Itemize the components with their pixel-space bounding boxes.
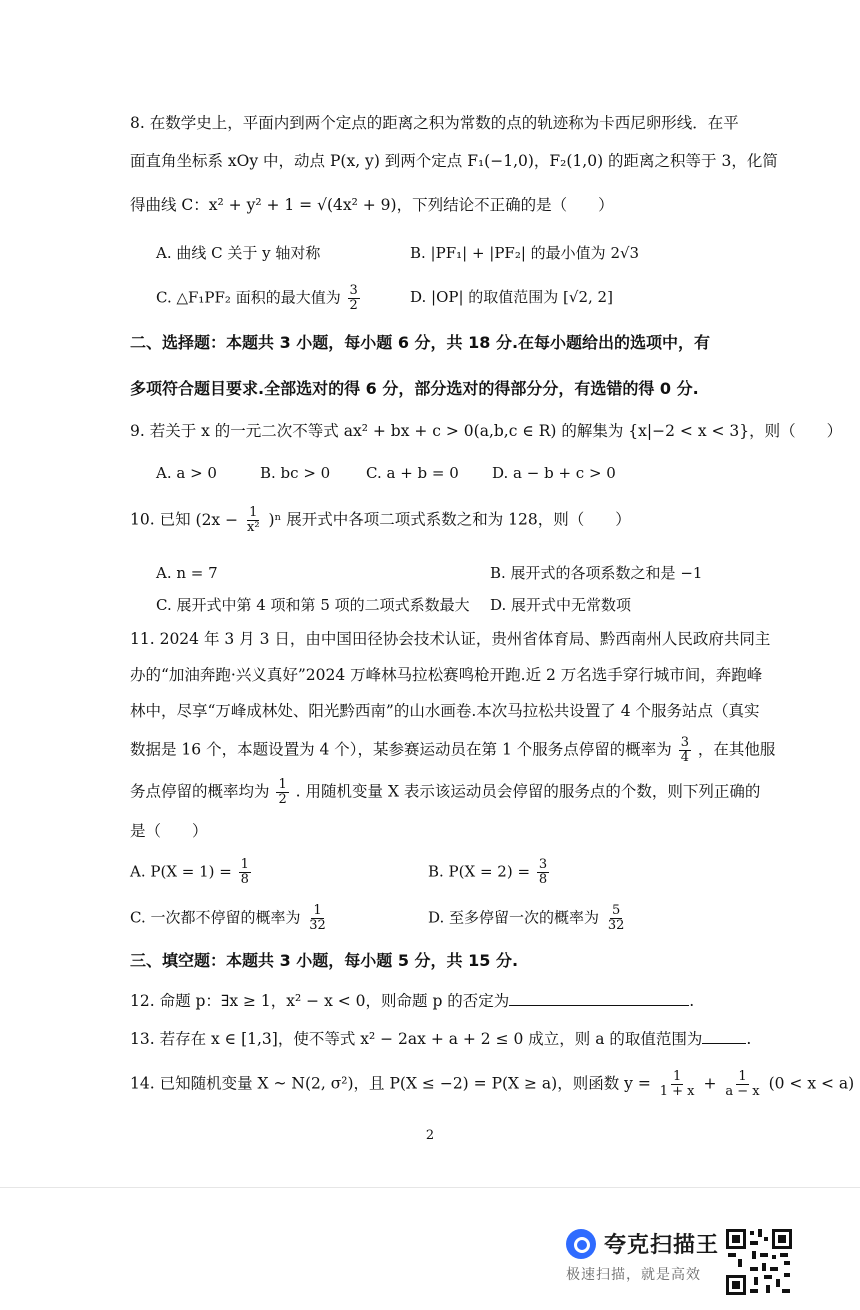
q14-plus: + bbox=[703, 1074, 717, 1093]
q8-line-2: 面直角坐标系 xOy 中，动点 P(x, y) 到两个定点 F₁(−1,0)，F₂(1,0) 的距离之积等于 3，化简 bbox=[130, 152, 778, 170]
q11-line-4 bbox=[130, 736, 775, 765]
q8-line-1: 8. 在数学史上，平面内到两个定点的距离之积为常数的点的轨迹称为卡西尼卵形线．在平 bbox=[130, 114, 739, 132]
page-number: 2 bbox=[425, 1128, 435, 1143]
q8-option-d: D. |OP| 的取值范围为 [√2, 2] bbox=[410, 288, 613, 306]
q11-line-5 bbox=[130, 778, 760, 807]
q14-stem-text: 14. 已知随机变量 X ~ N(2, σ²)，且 P(X ≤ −2) = P(X ≥ a)，则函数 y = bbox=[130, 1074, 651, 1093]
q10-expression-open: (2x − bbox=[195, 510, 239, 529]
q11-option-a bbox=[130, 858, 253, 887]
q14-fraction-1 bbox=[658, 1070, 697, 1099]
q11-option-b-fraction bbox=[537, 858, 549, 887]
q11-line-6: 是（ ） bbox=[130, 822, 208, 840]
fraction-numerator: 1 bbox=[738, 1069, 747, 1084]
q11-line-5-text: 务点停留的概率均为 bbox=[130, 782, 270, 801]
brand-name: 夸克扫描王 bbox=[604, 1233, 720, 1258]
q8-line-3: 得曲线 C：x² + y² + 1 = √(4x² + 9)，下列结论不正确的是（ ） bbox=[130, 196, 614, 214]
fraction-numerator: 1 bbox=[249, 505, 258, 520]
q11-option-b-text: B. P(X = 2) = bbox=[428, 862, 531, 881]
q10-option-a: A. n = 7 bbox=[156, 564, 218, 582]
q11-line-4-suffix: ，在其他服 bbox=[697, 740, 776, 759]
q12-stem-text: 12. 命题 p：∃x ≥ 1，x² − x < 0，则命题 p 的否定为 bbox=[130, 992, 510, 1010]
fraction-denominator: 32 bbox=[309, 918, 326, 933]
fraction-denominator: 8 bbox=[240, 872, 249, 887]
fraction-denominator: x² bbox=[247, 520, 260, 535]
fraction-numerator: 1 bbox=[313, 903, 322, 918]
section-2-heading-line-2: 多项符合题目要求.全部选对的得 6 分，部分选对的得部分分，有选错的得 0 分. bbox=[130, 379, 699, 398]
q10-stem bbox=[130, 506, 631, 535]
fraction-denominator: 2 bbox=[349, 298, 358, 313]
q10-option-d: D. 展开式中无常数项 bbox=[490, 596, 632, 614]
q11-option-b bbox=[428, 858, 551, 887]
q12-stem-end: . bbox=[689, 992, 695, 1010]
fraction-denominator: 4 bbox=[680, 750, 689, 765]
q11-option-c-fraction bbox=[307, 904, 328, 933]
q14-fraction-2 bbox=[723, 1070, 761, 1099]
q11-option-c-text: C. 一次都不停留的概率为 bbox=[130, 908, 301, 927]
q14-domain: (0 < x < a) bbox=[768, 1074, 855, 1093]
q8-option-c-fraction bbox=[348, 284, 360, 313]
q11-option-d-fraction bbox=[606, 904, 627, 933]
q8-option-b: B. |PF₁| + |PF₂| 的最小值为 2√3 bbox=[410, 244, 640, 262]
footer-divider bbox=[0, 1187, 860, 1188]
q9-option-c: C. a + b = 0 bbox=[366, 464, 459, 482]
q10-option-b: B. 展开式的各项系数之和是 −1 bbox=[490, 564, 703, 582]
q8-option-c-text: C. △F₁PF₂ 面积的最大值为 bbox=[156, 288, 341, 307]
q11-line-5-fraction bbox=[276, 778, 288, 807]
qr-code-icon bbox=[724, 1227, 794, 1297]
fraction-denominator: a − x bbox=[725, 1084, 760, 1099]
q10-stem-suffix: 展开式中各项二项式系数之和为 128，则（ ） bbox=[286, 510, 631, 529]
fraction-numerator: 1 bbox=[240, 857, 249, 872]
q11-line-1: 11. 2024 年 3 月 3 日，由中国田径协会技术认证，贵州省体育局、黔西南州人民政府共同主 bbox=[130, 630, 771, 648]
fraction-denominator: 1 + x bbox=[659, 1084, 695, 1099]
section-3-heading: 三、填空题：本题共 3 小题，每小题 5 分，共 15 分. bbox=[130, 951, 519, 970]
q12-stem bbox=[130, 990, 694, 1012]
fraction-numerator: 1 bbox=[278, 777, 287, 792]
q10-stem-prefix: 10. 已知 bbox=[130, 510, 191, 529]
quark-logo-icon bbox=[566, 1229, 596, 1259]
q12-answer-blank bbox=[509, 991, 689, 1006]
q9-option-a: A. a > 0 bbox=[156, 464, 217, 482]
q8-option-c bbox=[156, 284, 362, 313]
q10-expression bbox=[195, 505, 287, 535]
fraction-denominator: 2 bbox=[278, 792, 287, 807]
brand-slogan: 极速扫描，就是高效 bbox=[566, 1267, 701, 1283]
q11-line-3: 林中，尽享“万峰成林处、阳光黔西南”的山水画卷.本次马拉松共设置了 4 个服务站点（真实 bbox=[130, 702, 760, 720]
q11-line-4-text: 数据是 16 个，本题设置为 4 个），某参赛运动员在第 1 个服务点停留的概率为 bbox=[130, 740, 672, 759]
fraction-numerator: 3 bbox=[680, 735, 689, 750]
fraction-denominator: 32 bbox=[607, 918, 625, 933]
q13-answer-blank bbox=[702, 1029, 746, 1044]
section-2-heading-line-1: 二、选择题：本题共 3 小题，每小题 6 分，共 18 分.在每小题给出的选项中，有 bbox=[130, 333, 711, 352]
q13-stem bbox=[130, 1028, 751, 1050]
q10-expression-fraction bbox=[245, 506, 262, 535]
q11-option-a-fraction bbox=[239, 858, 251, 887]
q9-option-b: B. bc > 0 bbox=[260, 464, 331, 482]
q8-option-a: A. 曲线 C 关于 y 轴对称 bbox=[156, 244, 321, 262]
q11-line-5-suffix: . 用随机变量 X 表示该运动员会停留的服务点的个数，则下列正确的 bbox=[295, 782, 761, 801]
q10-expression-close: )ⁿ bbox=[268, 510, 282, 529]
q11-option-a-text: A. P(X = 1) = bbox=[130, 862, 232, 881]
q10-option-c: C. 展开式中第 4 项和第 5 项的二项式系数最大 bbox=[156, 596, 470, 614]
fraction-denominator: 8 bbox=[538, 872, 548, 887]
q13-stem-end: . bbox=[746, 1030, 752, 1048]
q9-stem: 9. 若关于 x 的一元二次不等式 ax² + bx + c > 0(a,b,c ∈ R) 的解集为 {x|−2 < x < 3}，则（ ） bbox=[130, 422, 843, 440]
scanner-brand bbox=[566, 1228, 719, 1259]
q11-option-d-text: D. 至多停留一次的概率为 bbox=[428, 908, 600, 927]
q14-stem bbox=[130, 1070, 854, 1099]
q11-option-d bbox=[428, 904, 628, 933]
q13-stem-text: 13. 若存在 x ∈ [1,3]，使不等式 x² − 2ax + a + 2 ≤ 0 成立，则 a 的取值范围为 bbox=[130, 1030, 703, 1048]
fraction-numerator: 3 bbox=[349, 283, 358, 298]
fraction-numerator: 5 bbox=[611, 903, 621, 918]
q11-line-2: 办的“加油奔跑·兴义真好”2024 万峰林马拉松赛鸣枪开跑.近 2 万名选手穿行城市间，奔跑峰 bbox=[130, 666, 763, 684]
fraction-numerator: 1 bbox=[672, 1069, 682, 1084]
q11-line-4-fraction bbox=[679, 736, 691, 765]
q11-option-c bbox=[130, 904, 330, 933]
q9-option-d: D. a − b + c > 0 bbox=[492, 464, 616, 482]
fraction-numerator: 3 bbox=[538, 857, 548, 872]
